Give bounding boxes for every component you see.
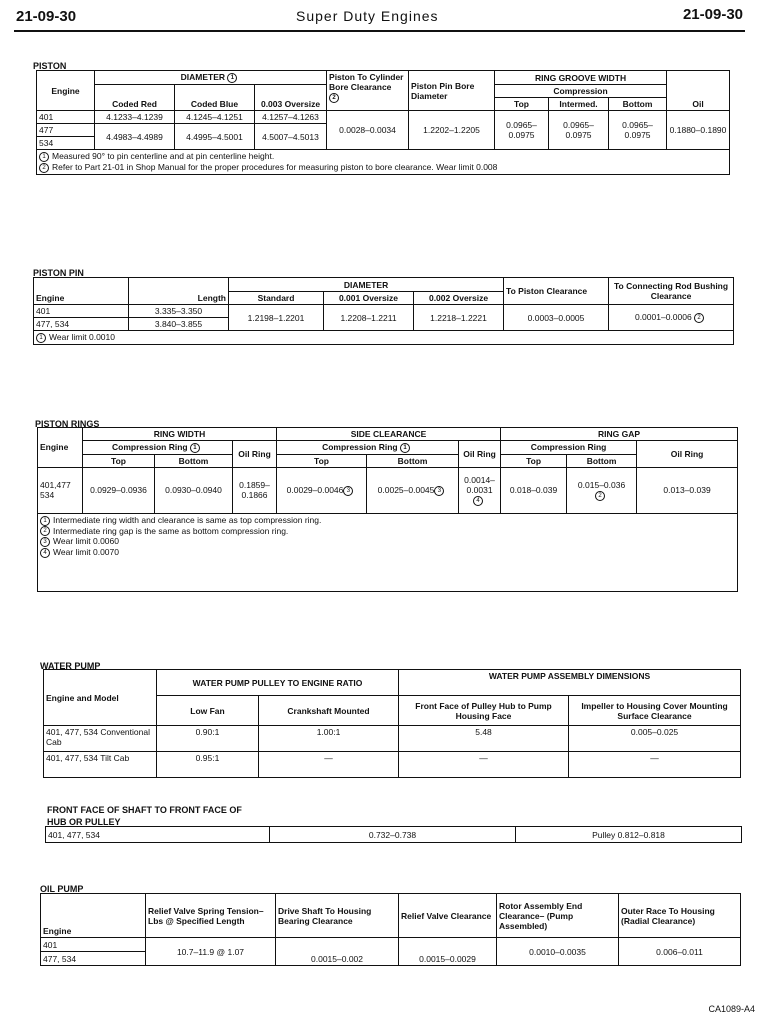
pin-to-rod-header: To Connecting Rod Bushing Clearance [609,278,734,305]
wp-row-conv-face: 5.48 [399,726,569,752]
piston-pin-table [33,277,734,345]
ring-groove-oil-value: 0.1880–0.1890 [667,111,730,150]
op-race-value: 0.006–0.011 [619,938,741,966]
piston-note-1: 1 Measured 90° to pin centerline and at pin centerline height. [39,151,727,162]
pin-row-401-engine: 401 [34,305,129,318]
piston-rings-table [37,427,738,592]
wp-row-conv-impeller: 0.005–0.025 [569,726,741,752]
wp-row-tilt-engine: 401, 477, 534 Tilt Cab [44,752,157,778]
pin-over2-value: 1.2218–1.2221 [414,305,504,331]
pin-standard-value: 1.2198–1.2201 [229,305,324,331]
rings-note-1: 1 Intermediate ring width and clearance is same as top compression ring. [40,515,735,526]
piston-row-401-engine: 401 [37,111,95,124]
piston-row-477-over: 4.5007–4.5013 [255,124,327,150]
piston-to-bore-value: 0.0028–0.0034 [327,111,409,150]
pin-standard-header: Standard [229,292,324,305]
front-face-pulley: Pulley 0.812–0.818 [516,827,742,843]
piston-pin-bore-value: 1.2202–1.2205 [409,111,495,150]
side-top-value: 0.0029–0.0046 3 [277,467,367,513]
water-pump-section-title: WATER PUMP [40,661,101,671]
pin-over2-header: 0.002 Oversize [414,292,504,305]
pin-note: 1 Wear limit 0.0010 [34,331,734,345]
piston-section-title: PISTON [33,61,67,71]
gap-bottom-value: 0.015–0.036 2 [567,467,637,513]
rings-notes [38,513,738,591]
oil-header-top [667,71,730,85]
side-clearance-header: SIDE CLEARANCE [277,428,501,441]
wp-ratio-header: WATER PUMP PULLEY TO ENGINE RATIO [157,670,399,696]
op-race-header: Outer Race To Housing (Radial Clearance) [619,894,741,938]
page-number-left: 21-09-30 [16,8,77,25]
gap-compression-header: Compression Ring [501,441,637,455]
piston-engine-header: Engine [37,71,95,111]
width-oil-value: 0.1859–0.1866 [233,467,277,513]
gap-oil-value: 0.013–0.039 [637,467,738,513]
width-oil-header: Oil Ring [233,441,277,468]
pin-diameter-header: DIAMETER [229,278,504,292]
footer-code: CA1089-A4 [708,1004,755,1014]
piston-row-477-red: 4.4983–4.4989 [95,124,175,150]
op-drive-header: Drive Shaft To Housing Bearing Clearance [276,894,399,938]
wp-row-tilt-crank: — [259,752,399,778]
pin-over1-value: 1.2208–1.2211 [324,305,414,331]
ring-groove-intermed-value: 0.0965–0.0975 [549,111,609,150]
side-oil-value: 0.0014–0.00314 [459,467,501,513]
side-compression-header: Compression Ring 1 [277,441,459,455]
wp-front-face-header: Front Face of Pulley Hub to Pump Housing Face [399,696,569,726]
wp-row-tilt-impeller: — [569,752,741,778]
gap-top-header: Top [501,454,567,467]
pin-row-401-length: 3.335–3.350 [129,305,229,318]
piston-row-477-blue: 4.4995–4.5001 [175,124,255,150]
width-top-value: 0.0929–0.0936 [83,467,155,513]
wp-row-conv-low: 0.90:1 [157,726,259,752]
op-relief-value: 0.0015–0.0029 [399,938,497,966]
piston-to-bore-header: Piston To Cylinder Bore Clearance 2 [327,71,409,111]
pin-engine-header: Engine [34,278,129,305]
op-spring-value: 10.7–11.9 @ 1.07 [146,938,276,966]
piston-pin-section-title: PISTON PIN [33,268,84,278]
ring-groove-header: RING GROOVE WIDTH [495,71,667,85]
wp-impeller-header: Impeller to Housing Cover Mounting Surface Clearance [569,696,741,726]
width-compression-header: Compression Ring 1 [83,441,233,455]
wp-dims-header: WATER PUMP ASSEMBLY DIMENSIONS [399,670,741,696]
gap-bottom-header: Bottom [567,454,637,467]
piston-pin-bore-header: Piston Pin Bore Diameter [409,71,495,111]
rings-note-3: 3 Wear limit 0.0060 [40,536,735,547]
compression-header: Compression [495,85,667,98]
oil-pump-table [40,893,741,966]
gap-oil-header: Oil Ring [637,441,738,468]
wp-row-conv-engine: 401, 477, 534 Conventional Cab [44,726,157,752]
front-face-value: 0.732–0.738 [270,827,516,843]
piston-notes [37,150,730,175]
piston-table [36,70,730,175]
front-face-section-title: FRONT FACE OF SHAFT TO FRONT FACE OF HUB OR PULLEY [47,805,242,827]
side-top-header: Top [277,454,367,467]
pin-row-477-engine: 477, 534 [34,318,129,331]
ring-gap-header: RING GAP [501,428,738,441]
top-header: Top [495,98,549,111]
coded-red-header: Coded Red [95,85,175,111]
wp-row-tilt-low: 0.95:1 [157,752,259,778]
water-pump-table [43,669,741,778]
rings-engine-header: Engine [38,428,83,468]
rings-engine-value: 401,477 534 [38,467,83,513]
oversize-header: 0.003 Oversize [255,85,327,111]
rings-section-title: PISTON RINGS [35,419,100,429]
op-rotor-value: 0.0010–0.0035 [497,938,619,966]
side-oil-header: Oil Ring [459,441,501,468]
width-bottom-header: Bottom [155,454,233,467]
op-rotor-header: Rotor Assembly End Clearance– (Pump Assembled) [497,894,619,938]
wp-row-tilt-face: — [399,752,569,778]
ring-groove-bottom-value: 0.0965–0.0975 [609,111,667,150]
rings-note-4: 4 Wear limit 0.0070 [40,547,735,558]
width-top-header: Top [83,454,155,467]
rings-note-2: 2 Intermediate ring gap is the same as bottom compression ring. [40,526,735,537]
piston-note-2: 2 Refer to Part 21-01 in Shop Manual for the proper procedures for measuring piston to bore clearance. Wear limit 0.008 [39,162,727,173]
op-row-401-engine: 401 [41,938,146,952]
op-drive-value: 0.0015–0.002 [276,938,399,966]
wp-low-fan-header: Low Fan [157,696,259,726]
ring-groove-top-value: 0.0965–0.0975 [495,111,549,150]
bottom-header: Bottom [609,98,667,111]
piston-diameter-header: DIAMETER 1 [95,71,327,85]
pin-to-rod-value: 0.0001–0.0006 2 [609,305,734,331]
gap-top-value: 0.018–0.039 [501,467,567,513]
op-row-477-engine: 477, 534 [41,952,146,966]
front-face-engine: 401, 477, 534 [46,827,270,843]
pin-to-piston-header: To Piston Clearance [504,278,609,305]
coded-blue-header: Coded Blue [175,85,255,111]
pin-row-477-length: 3.840–3.855 [129,318,229,331]
wp-engine-header: Engine and Model [44,670,157,726]
wp-crank-header: Crankshaft Mounted [259,696,399,726]
piston-row-401-over: 4.1257–4.1263 [255,111,327,124]
op-relief-header: Relief Valve Clearance [399,894,497,938]
page-title: Super Duty Engines [296,8,439,24]
pin-over1-header: 0.001 Oversize [324,292,414,305]
wp-row-conv-crank: 1.00:1 [259,726,399,752]
op-engine-header: Engine [41,894,146,938]
piston-row-401-blue: 4.1245–4.1251 [175,111,255,124]
intermed-header: Intermed. [549,98,609,111]
side-bottom-value: 0.0025–0.0045 3 [367,467,459,513]
side-bottom-header: Bottom [367,454,459,467]
page-number-right: 21-09-30 [682,6,743,23]
width-bottom-value: 0.0930–0.0940 [155,467,233,513]
piston-row-401-red: 4.1233–4.1239 [95,111,175,124]
piston-row-534-engine: 534 [37,137,95,150]
op-spring-header: Relief Valve Spring Tension–Lbs @ Specified Length [146,894,276,938]
ring-width-header: RING WIDTH [83,428,277,441]
pin-to-piston-value: 0.0003–0.0005 [504,305,609,331]
front-face-table [45,826,742,843]
pin-length-header: Length [129,278,229,305]
header-rule [14,30,745,32]
oil-pump-section-title: OIL PUMP [40,884,84,894]
piston-row-477-engine: 477 [37,124,95,137]
oil-header: Oil [667,85,730,111]
